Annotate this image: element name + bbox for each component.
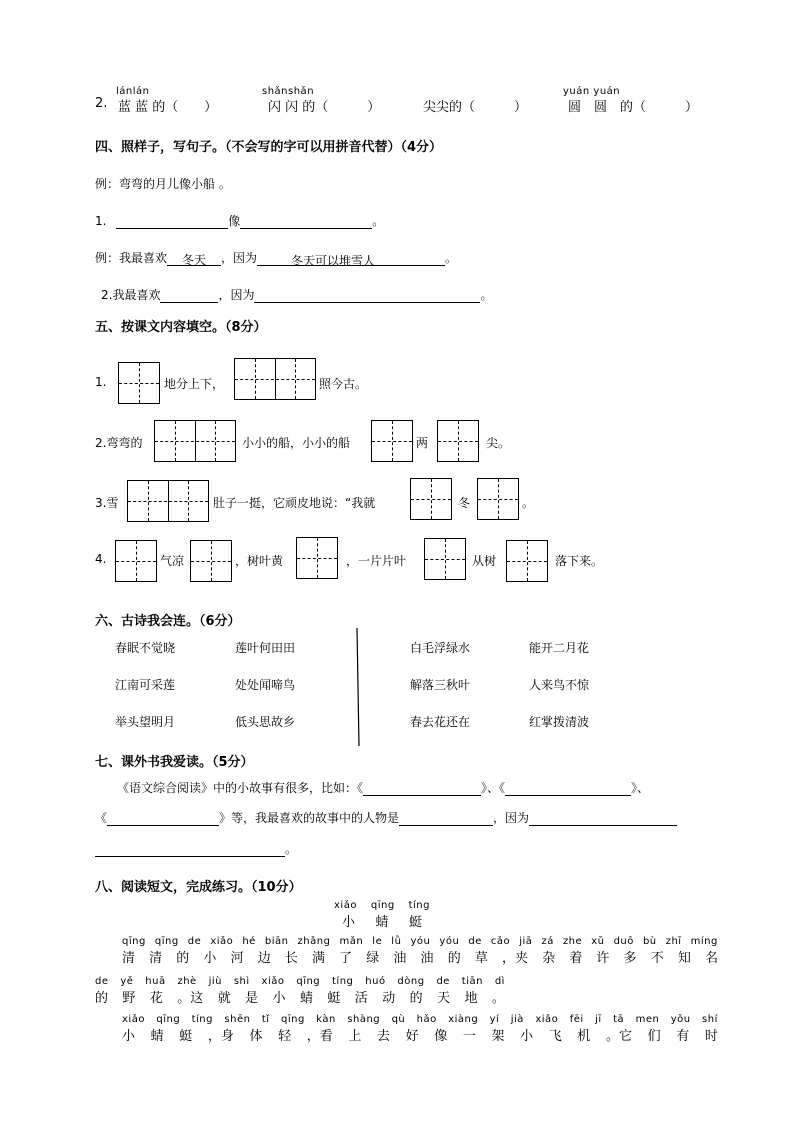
- char-box-r4-4[interactable]: [424, 538, 466, 580]
- l3-char-2: 蜻: [150, 1029, 164, 1044]
- l1-pinyin-17: zhe: [562, 936, 583, 947]
- l1-char-14: 草: [474, 951, 488, 966]
- story-line-2-text: [95, 987, 505, 1006]
- ex2-answer-2: 冬天可以堆雪人: [257, 252, 445, 266]
- l2-char-13: 天: [437, 991, 451, 1006]
- poem-right-1b[interactable]: 能开二月花: [529, 641, 590, 655]
- l1-char-9: 了: [339, 951, 353, 966]
- l3-pinyin-20: shí: [702, 1014, 718, 1025]
- s5-r2-a: 2.弯弯的: [95, 436, 143, 450]
- s5-r3-c: 冬: [458, 496, 471, 510]
- l3-pinyin-12: yí: [489, 1014, 500, 1025]
- s4-q2-because: ，因为: [218, 288, 255, 302]
- l3-pinyin-11: xiàng: [448, 1014, 479, 1025]
- l3-pinyin-2: qīng: [156, 1014, 181, 1025]
- l3-pinyin-13: jià: [510, 1014, 524, 1025]
- l3-pinyin-15: fēi: [569, 1014, 584, 1025]
- section-7-title: 七、课外书我爱读。（5分）: [95, 755, 254, 770]
- poem-right-3b[interactable]: 红掌拨清波: [529, 715, 590, 729]
- s7-reason-blank-2[interactable]: [95, 842, 285, 857]
- l1-char-17: 着: [569, 951, 583, 966]
- l3-pinyin-7: kàn: [316, 1014, 336, 1025]
- l2-pinyin-9: tíng: [332, 976, 354, 987]
- s5-r4-num: 4.: [95, 552, 107, 566]
- l1-char-8: 满: [311, 951, 325, 966]
- l1-pinyin-4: xiǎo: [210, 936, 234, 947]
- poem-divider: [350, 626, 364, 750]
- s5-r2-b: 小小的船，小小的船: [242, 436, 351, 450]
- story-line-1-text: [122, 947, 718, 966]
- poem-left-2a[interactable]: 江南可采莲: [115, 678, 176, 692]
- l3-char-8: 上: [348, 1029, 362, 1044]
- l1-char-15: ，夹: [501, 951, 528, 966]
- l1-char-13: 的: [447, 951, 461, 966]
- l1-pinyin-12: yóu: [439, 936, 460, 947]
- l1-pinyin-1: qīng: [122, 936, 146, 947]
- char-box-r4-1[interactable]: [115, 540, 157, 582]
- l3-char-13: 架: [491, 1029, 505, 1044]
- l3-char-18: 们: [647, 1029, 661, 1044]
- l1-char-12: 油: [420, 951, 434, 966]
- l2-pinyin-2: yě: [120, 976, 134, 987]
- l2-char-11: 动: [382, 991, 396, 1006]
- l2-char-2: 野: [122, 991, 136, 1006]
- l1-char-16: 杂: [542, 951, 556, 966]
- l3-pinyin-3: tíng: [191, 1014, 213, 1025]
- l3-char-9: 去: [377, 1029, 391, 1044]
- s4-q2-blank-2[interactable]: [254, 288, 480, 303]
- char-box-r3-2[interactable]: [410, 478, 452, 520]
- story-title: [334, 900, 430, 930]
- s4-q2-prefix: 2.我最喜欢: [101, 288, 161, 302]
- story-title-text: [334, 911, 430, 930]
- l3-pinyin-4: shēn: [224, 1014, 251, 1025]
- l2-char-15: 。: [491, 991, 505, 1006]
- pinyin-shanshan: shǎnshǎn: [262, 86, 315, 97]
- l2-pinyin-1: de: [95, 976, 109, 987]
- char-box-r2-1[interactable]: [154, 420, 236, 462]
- ex2-end: 。: [445, 251, 458, 265]
- l1-char-22: 名: [704, 951, 718, 966]
- l1-pinyin-16: zá: [541, 936, 554, 947]
- s5-r4-d: 从树: [472, 554, 497, 568]
- l1-char-2: 清: [149, 951, 163, 966]
- poem-left-3a[interactable]: 举头望明月: [115, 715, 176, 729]
- l1-char-3: 的: [176, 951, 190, 966]
- l1-pinyin-9: le: [372, 936, 383, 947]
- l3-char-10: 好: [405, 1029, 419, 1044]
- l1-pinyin-11: yóu: [410, 936, 431, 947]
- l1-pinyin-19: duō: [613, 936, 634, 947]
- l2-pinyin-12: de: [436, 976, 450, 987]
- l3-char-3: 蜓: [179, 1029, 193, 1044]
- char-box-r1-1[interactable]: [118, 362, 160, 404]
- q2-blank-c: 尖尖的（ ）: [423, 100, 528, 115]
- l2-pinyin-7: xiǎo: [261, 976, 285, 987]
- l2-char-14: 地: [464, 991, 478, 1006]
- l2-pinyin-6: shì: [233, 976, 250, 987]
- l2-char-9: 蜓: [327, 991, 341, 1006]
- s7-line-1: [117, 779, 649, 796]
- story-line-3-pinyin: [122, 1014, 718, 1025]
- story-title-pinyin: [334, 900, 430, 911]
- l3-char-4: ，身: [207, 1029, 234, 1044]
- l1-char-11: 油: [393, 951, 407, 966]
- pinyin-yuanyuan: yuán yuán: [563, 86, 621, 97]
- story-line-3-text: [122, 1025, 718, 1044]
- l2-char-1: 的: [95, 991, 109, 1006]
- s7-l1-a: 《语文综合阅读》中的小故事有很多，比如：《: [117, 781, 364, 795]
- s7-book-blank-3[interactable]: [107, 811, 219, 826]
- l1-pinyin-7: zhǎng: [297, 936, 331, 947]
- s5-r3-a: 3.雪: [95, 496, 119, 510]
- s7-book-blank-1[interactable]: [363, 781, 481, 796]
- s5-r4-a: 气凉: [160, 554, 185, 568]
- l3-pinyin-16: jī: [595, 1014, 602, 1025]
- l1-pinyin-8: mǎn: [339, 936, 364, 947]
- l1-char-19: 多: [623, 951, 637, 966]
- s5-r2-c: 两: [416, 436, 429, 450]
- s5-r4-e: 落下来。: [555, 554, 604, 568]
- s5-r2-d: 尖。: [486, 436, 511, 450]
- char-box-r3-3[interactable]: [477, 478, 519, 520]
- q2-blank-b: 闪 闪 的（ ）: [268, 100, 381, 115]
- l1-char-1: 清: [122, 951, 136, 966]
- l1-char-21: 知: [677, 951, 691, 966]
- l3-char-12: 一: [462, 1029, 476, 1044]
- l2-char-10: 活: [354, 991, 368, 1006]
- poem-left-1a[interactable]: 春眠不觉晓: [115, 641, 176, 655]
- story-title-char-2: 蜻: [375, 915, 389, 930]
- l3-pinyin-14: xiǎo: [535, 1014, 559, 1025]
- q2-number: 2.: [95, 96, 108, 111]
- s5-r1-a: 地分上下，: [164, 377, 225, 391]
- poem-right-2b[interactable]: 人来鸟不惊: [529, 678, 590, 692]
- story-title-py-3: tíng: [408, 900, 430, 911]
- l1-pinyin-6: biān: [264, 936, 289, 947]
- poem-left-3b[interactable]: 低头思故乡: [235, 715, 296, 729]
- s4-q1-blank-2[interactable]: [240, 214, 372, 229]
- l3-char-7: ，看: [306, 1029, 333, 1044]
- story-title-py-2: qīng: [370, 900, 395, 911]
- s4-q1: [95, 212, 384, 229]
- story-title-char-1: 小: [342, 915, 356, 930]
- char-box-r4-5[interactable]: [506, 540, 548, 582]
- l3-pinyin-6: qīng: [281, 1014, 305, 1025]
- l1-pinyin-10: lǜ: [391, 936, 402, 947]
- section-6-title: 六、古诗我会连。（6分）: [95, 614, 241, 629]
- l3-char-11: 像: [434, 1029, 448, 1044]
- l1-pinyin-15: jiā: [519, 936, 533, 947]
- poem-left-2b[interactable]: 处处闻啼鸟: [235, 678, 296, 692]
- s4-q2-blank-1[interactable]: [160, 288, 218, 303]
- pinyin-lanlan: lánlán: [116, 86, 150, 97]
- l1-char-10: 绿: [366, 951, 380, 966]
- s4-example-2: [95, 249, 457, 266]
- l1-char-18: 许: [596, 951, 610, 966]
- l1-pinyin-14: cǎo: [490, 936, 511, 947]
- s4-q1-blank-1[interactable]: [116, 214, 228, 229]
- l1-pinyin-2: qīng: [154, 936, 179, 947]
- char-box-r1-2[interactable]: [234, 358, 316, 400]
- l3-char-14: 小: [520, 1029, 534, 1044]
- section-5-title: 五、按课文内容填空。（8分）: [95, 320, 267, 335]
- l2-char-5: 就: [217, 991, 231, 1006]
- s5-r3-d: 。: [522, 496, 535, 510]
- l2-pinyin-3: huā: [145, 976, 166, 987]
- poem-right-1a[interactable]: 白毛浮绿水: [410, 641, 471, 655]
- poem-right-2a[interactable]: 解落三秋叶: [410, 678, 471, 692]
- l1-char-7: 长: [284, 951, 298, 966]
- l1-pinyin-22: míng: [690, 936, 718, 947]
- l2-char-12: 的: [409, 991, 423, 1006]
- l3-pinyin-19: yǒu: [670, 1014, 691, 1025]
- l2-pinyin-4: zhè: [177, 976, 197, 987]
- s7-reason-blank-1[interactable]: [529, 811, 677, 826]
- s7-line-3: [95, 840, 297, 857]
- l2-char-7: 小: [272, 991, 286, 1006]
- story-title-py-1: xiǎo: [334, 900, 357, 911]
- l1-char-4: 小: [203, 951, 217, 966]
- l2-char-4: 。这: [177, 991, 204, 1006]
- l3-char-16: 机: [577, 1029, 591, 1044]
- l3-char-17: 。它: [606, 1029, 633, 1044]
- s4-q1-mid: 像: [228, 214, 241, 228]
- story-line-1-pinyin: [122, 936, 718, 947]
- l3-char-6: 轻: [278, 1029, 292, 1044]
- s5-r3-b: 肚子一挺，它顽皮地说：“我就: [213, 496, 376, 510]
- s5-r4-b: ，树叶黄: [235, 554, 284, 568]
- l1-pinyin-21: zhī: [665, 936, 682, 947]
- l1-pinyin-5: hé: [242, 936, 256, 947]
- l3-pinyin-17: tā: [613, 1014, 625, 1025]
- l3-pinyin-10: hǎo: [416, 1014, 437, 1025]
- l1-char-5: 河: [230, 951, 244, 966]
- char-box-r3-1[interactable]: [127, 480, 209, 522]
- s4-q1-end: 。: [372, 214, 385, 228]
- story-line-3: [122, 1014, 718, 1044]
- section-8-title: 八、阅读短文，完成练习。（10分）: [95, 880, 302, 895]
- l3-pinyin-5: tǐ: [261, 1014, 270, 1025]
- q2-blank-d: 圆 圆 的（ ）: [568, 100, 699, 115]
- l1-char-20: 不: [650, 951, 664, 966]
- q2-blank-a: 蓝 蓝 的（ ）: [118, 100, 218, 115]
- l3-char-1: 小: [122, 1029, 136, 1044]
- s7-l1-c: 》、: [631, 781, 650, 795]
- ex2-because: ，因为: [221, 251, 258, 265]
- l1-pinyin-13: de: [468, 936, 482, 947]
- s7-character-blank[interactable]: [399, 811, 493, 826]
- s7-book-blank-2[interactable]: [505, 781, 631, 796]
- ex2-answer-1: 冬天: [167, 251, 221, 266]
- poem-right-3a[interactable]: 春去花还在: [410, 715, 471, 729]
- char-box-r2-3[interactable]: [437, 420, 479, 462]
- s4-q1-number: 1.: [95, 214, 107, 228]
- s7-l3-end: 。: [285, 842, 298, 856]
- section-4-title: 四、照样子，写句子。（不会写的字可以用拼音代替）（4分）: [95, 140, 443, 155]
- l2-char-8: 蜻: [299, 991, 313, 1006]
- char-box-r4-2[interactable]: [190, 540, 232, 582]
- l2-pinyin-8: qīng: [296, 976, 321, 987]
- l3-char-5: 体: [249, 1029, 263, 1044]
- s7-l2-b: 》等，我最喜欢的故事中的人物是: [219, 811, 400, 825]
- l3-char-15: 飞: [548, 1029, 562, 1044]
- l2-char-6: 是: [245, 991, 259, 1006]
- s7-l2-a: 《: [95, 811, 108, 825]
- l3-pinyin-8: shàng: [347, 1014, 381, 1025]
- s4-example-1: 例：弯弯的月儿像小船 。: [95, 177, 231, 191]
- s5-r4-c: ，一片片叶: [346, 554, 407, 568]
- l2-pinyin-14: dì: [494, 976, 505, 987]
- s4-q2-end: 。: [480, 288, 493, 302]
- l2-pinyin-13: tiān: [461, 976, 483, 987]
- l3-char-19: 有: [676, 1029, 690, 1044]
- ex2-prefix: 例：我最喜欢: [95, 251, 168, 265]
- l2-pinyin-11: dòng: [397, 976, 425, 987]
- story-title-char-3: 蜓: [408, 915, 422, 930]
- char-box-r4-3[interactable]: [296, 537, 338, 579]
- l1-char-6: 边: [257, 951, 271, 966]
- l1-pinyin-18: xǔ: [591, 936, 605, 947]
- story-line-2: [95, 976, 505, 1006]
- l2-pinyin-5: jiù: [208, 976, 222, 987]
- l2-char-3: 花: [149, 991, 163, 1006]
- l1-pinyin-20: bù: [642, 936, 657, 947]
- poem-left-1b[interactable]: 莲叶何田田: [235, 641, 296, 655]
- l3-char-20: 时: [704, 1029, 718, 1044]
- story-line-1: [122, 936, 718, 966]
- story-line-2-pinyin: [95, 976, 505, 987]
- s7-l1-b: 》、《: [481, 781, 506, 795]
- char-box-r2-2[interactable]: [371, 420, 413, 462]
- l3-pinyin-18: men: [635, 1014, 660, 1025]
- s7-line-2: [95, 809, 677, 826]
- l1-pinyin-3: de: [187, 936, 202, 947]
- s5-r1-num: 1.: [95, 375, 107, 389]
- s7-l2-c: ，因为: [493, 811, 530, 825]
- s5-r1-b: 照今古。: [319, 377, 368, 391]
- l3-pinyin-1: xiǎo: [122, 1014, 145, 1025]
- l3-pinyin-9: qù: [391, 1014, 406, 1025]
- l2-pinyin-10: huó: [365, 976, 386, 987]
- s4-q2: [101, 286, 492, 303]
